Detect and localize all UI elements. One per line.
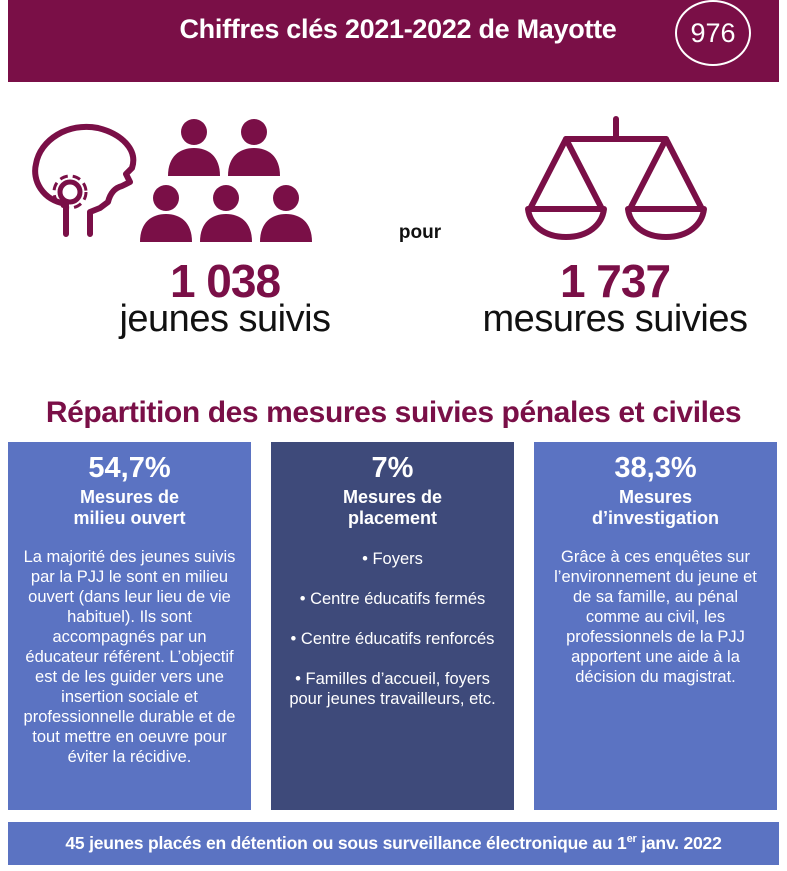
card-title-line: milieu ouvert	[73, 508, 186, 528]
header-banner	[8, 0, 779, 82]
department-badge: 976	[675, 0, 751, 66]
card-percent: 54,7%	[88, 452, 171, 484]
card-title-line: placement	[347, 508, 438, 528]
group-of-people-icon	[136, 118, 336, 248]
measures-count: 1 737	[559, 255, 671, 307]
card-body: Grâce à ces enquêtes sur l’environnement du jeune et de sa famille, au pénal comme au civil, les professionnels de la PJJ apportent une aide à la décision du magistrat.	[554, 548, 757, 686]
list-item: • Centre éducatifs renforcés	[285, 629, 500, 649]
footer-text: 45 jeunes placés en détention ou sous surveillance électronique au 1	[65, 833, 627, 853]
list-item: • Familles d’accueil, foyers pour jeunes travailleurs, etc.	[285, 669, 500, 709]
section-title: Répartition des mesures suivies pénales et civiles	[45, 396, 742, 429]
placement-list	[271, 549, 514, 709]
card-title	[271, 487, 514, 529]
head-with-flower-icon	[28, 120, 140, 238]
card-title	[8, 487, 251, 529]
youth-count: 1 038	[169, 255, 281, 307]
card-title	[534, 487, 777, 529]
page-title: Chiffres clés 2021-2022 de Mayotte	[179, 14, 617, 44]
footer-superscript: er	[626, 833, 637, 846]
card-investigation	[534, 442, 777, 810]
card-title-line: Mesures de	[79, 487, 180, 507]
scales-of-justice-icon	[524, 115, 714, 245]
card-body: La majorité des jeunes suivis par la PJJ le sont en milieu ouvert (dans leur lieu de vie habituel). Ils sont accompagnés par un éducateur référent. L’objectif est de les guider vers une insertion sociale et professionnelle durable et de tout mettre en oeuvre pour éviter la récidive.	[23, 548, 236, 766]
footer-banner	[8, 822, 779, 865]
connector-word: pour	[398, 222, 442, 243]
card-percent: 38,3%	[614, 452, 697, 484]
list-item: • Foyers	[285, 549, 500, 569]
card-title-line: Mesures	[618, 487, 693, 507]
card-milieu-ouvert	[8, 442, 251, 810]
card-title-line: Mesures de	[342, 487, 443, 507]
card-placement	[271, 442, 514, 810]
footer-text-end: janv. 2022	[636, 833, 722, 853]
card-title-line: d’investigation	[591, 508, 719, 528]
youth-label: jeunes suivis	[119, 298, 331, 340]
card-percent: 7%	[371, 452, 414, 484]
measures-label: mesures suivies	[482, 298, 748, 340]
list-item: • Centre éducatifs fermés	[285, 589, 500, 609]
